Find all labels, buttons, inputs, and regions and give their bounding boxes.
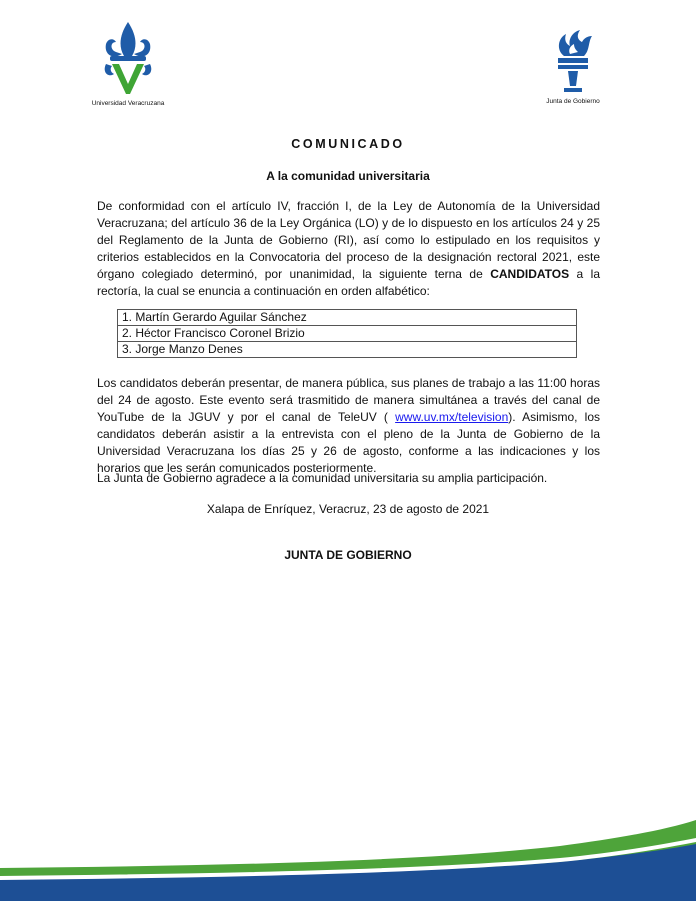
teleuv-link[interactable]: www.uv.mx/television — [395, 410, 509, 424]
document-title: COMUNICADO — [291, 137, 405, 151]
table-row — [118, 310, 577, 326]
paragraph-schedule — [97, 375, 600, 477]
junta-gobierno-logo — [538, 28, 608, 105]
paragraph-thanks: La Junta de Gobierno agradece a la comunidad universitaria su amplia participación. — [97, 471, 548, 485]
footer-bands — [0, 816, 696, 901]
junta-gobierno-caption: Junta de Gobierno — [546, 98, 600, 105]
date-line: Xalapa de Enríquez, Veracruz, 23 de agosto de 2021 — [206, 502, 490, 516]
uv-flor-de-lis-icon — [100, 20, 156, 98]
document-audience: A la comunidad universitaria — [266, 169, 430, 183]
paragraph-intro — [97, 198, 600, 300]
uv-logo-caption: Universidad Veracruzana — [91, 100, 165, 107]
uv-logo — [88, 20, 168, 107]
signature: JUNTA DE GOBIERNO — [284, 548, 412, 562]
candidate-cell: 3. Jorge Manzo Denes — [118, 342, 577, 358]
paragraph-schedule-text-1: Los candidatos deberán presentar, de manera pública, sus planes de trabajo a las 11:00 horas del 24 de agosto. Este evento será trasmitido de manera simultánea a través del canal de YouTube de la JGUV y por el canal de TeleUV ( — [97, 376, 600, 424]
paragraph-schedule-text-2: ). Asimismo, los candidatos deberán asistir a la entrevista con el pleno de la Junta de Gobierno de la Universidad Veracruzana los días 25 y 26 de agosto, conforme a las indicaciones y los horarios que les serán comunicados posteriormente. — [97, 410, 601, 475]
paragraph-intro-text-2: a la rectoría, la cual se enuncia a continuación en orden alfabético: — [97, 267, 600, 298]
candidate-cell: 2. Héctor Francisco Coronel Brizio — [118, 326, 577, 342]
torch-icon — [550, 28, 596, 94]
table-row — [118, 326, 577, 342]
paragraph-intro-bold: CANDIDATOS — [490, 267, 570, 281]
candidate-cell: 1. Martín Gerardo Aguilar Sánchez — [118, 310, 577, 326]
table-row — [118, 342, 577, 358]
paragraph-intro-text-1: De conformidad con el artículo IV, fracción I, de la Ley de Autonomía de la Universidad Veracruzana; del artículo 36 de la Ley Orgánica (LO) y de lo dispuesto en los artículos 24 y 25 del Reglamento de la Junta de Gobierno (RI), así como lo estipulado en los requisitos y criterios establecidos en la Convocatoria del proceso de la designación rectoral 2021, este órgano colegiado determinó, por unanimidad, la siguiente terna de — [97, 199, 600, 281]
candidates-table — [117, 309, 577, 358]
